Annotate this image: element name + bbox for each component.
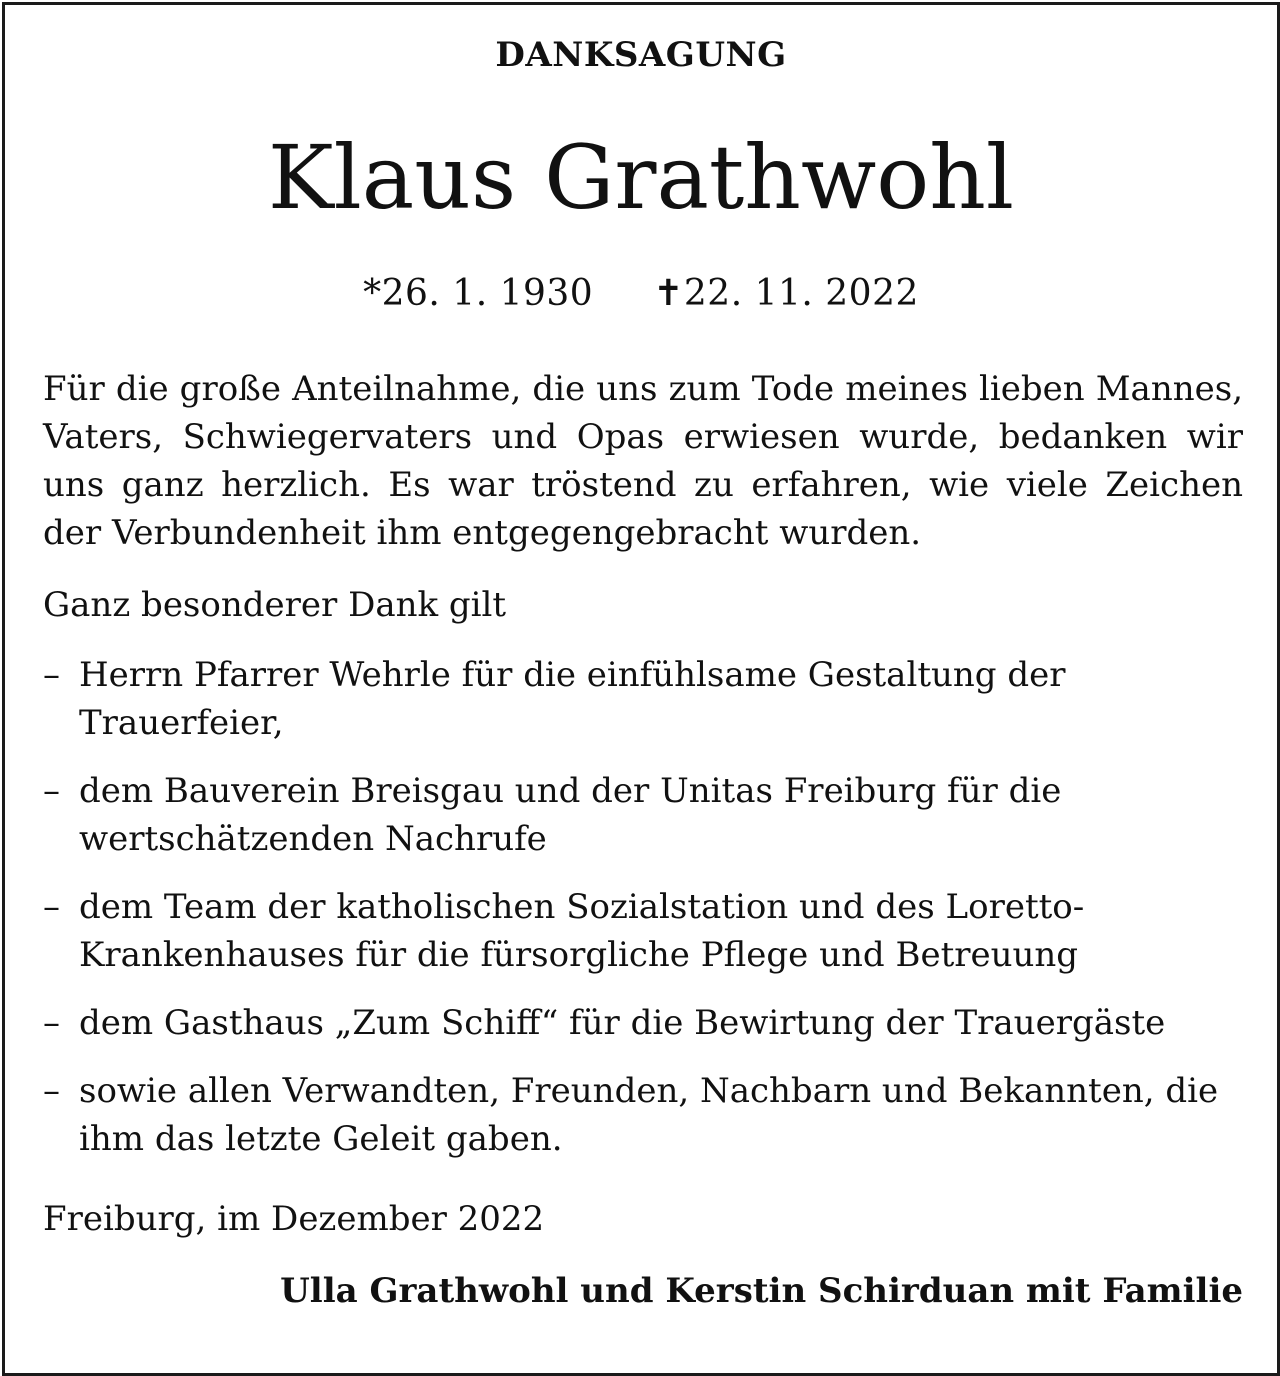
- list-item-text: dem Bauverein Breisgau und der Unitas Freiburg für die wertschätzenden Nachrufe: [79, 771, 1062, 859]
- list-item: [43, 767, 1243, 863]
- list-item: [43, 883, 1243, 979]
- notice-heading: DANKSAGUNG: [495, 35, 787, 75]
- dash-bullet: –: [43, 771, 60, 811]
- death-date: ✝22. 11. 2022: [653, 273, 919, 314]
- deceased-name: Klaus Grathwohl: [267, 126, 1015, 229]
- obituary-notice: [2, 2, 1280, 1376]
- list-item-text: sowie allen Verwandten, Freunden, Nachbarn und Bekannten, die ihm das letzte Geleit gaben.: [79, 1071, 1219, 1159]
- dash-bullet: –: [43, 655, 60, 695]
- birth-date: *26. 1. 1930: [363, 273, 594, 314]
- list-item-text: dem Gasthaus „Zum Schiff“ für die Bewirtung der Trauergäste: [79, 1003, 1166, 1043]
- notice-body: [43, 365, 1243, 1315]
- list-item: [43, 1067, 1243, 1163]
- dash-bullet: –: [43, 887, 60, 927]
- list-item-text: Herrn Pfarrer Wehrle für die einfühlsame Gestaltung der Trauerfeier,: [79, 655, 1066, 743]
- place-date: Freiburg, im Dezember 2022: [43, 1199, 545, 1239]
- life-dates: [5, 273, 1277, 314]
- list-item: [43, 999, 1243, 1047]
- list-item-text: dem Team der katholischen Sozialstation und des Loretto-Krankenhauses für die fürsorgliche Pflege und Betreuung: [79, 887, 1085, 975]
- intro-paragraph: Für die große Anteilnahme, die uns zum Tode meines lieben Mannes, Vaters, Schwiegervaters und Opas erwiesen wurde, bedanken wir uns ganz herzlich. Es war tröstend zu erfahren, wie viele Zeichen der Verbundenheit ihm entgegengebracht wurden.: [43, 369, 1243, 553]
- signature: Ulla Grathwohl und Kerstin Schirduan mit Familie: [280, 1271, 1243, 1311]
- dash-bullet: –: [43, 1003, 60, 1043]
- list-item: [43, 651, 1243, 747]
- dash-bullet: –: [43, 1071, 60, 1111]
- thanks-list: [43, 651, 1243, 1163]
- thanks-intro: Ganz besonderer Dank gilt: [43, 585, 507, 625]
